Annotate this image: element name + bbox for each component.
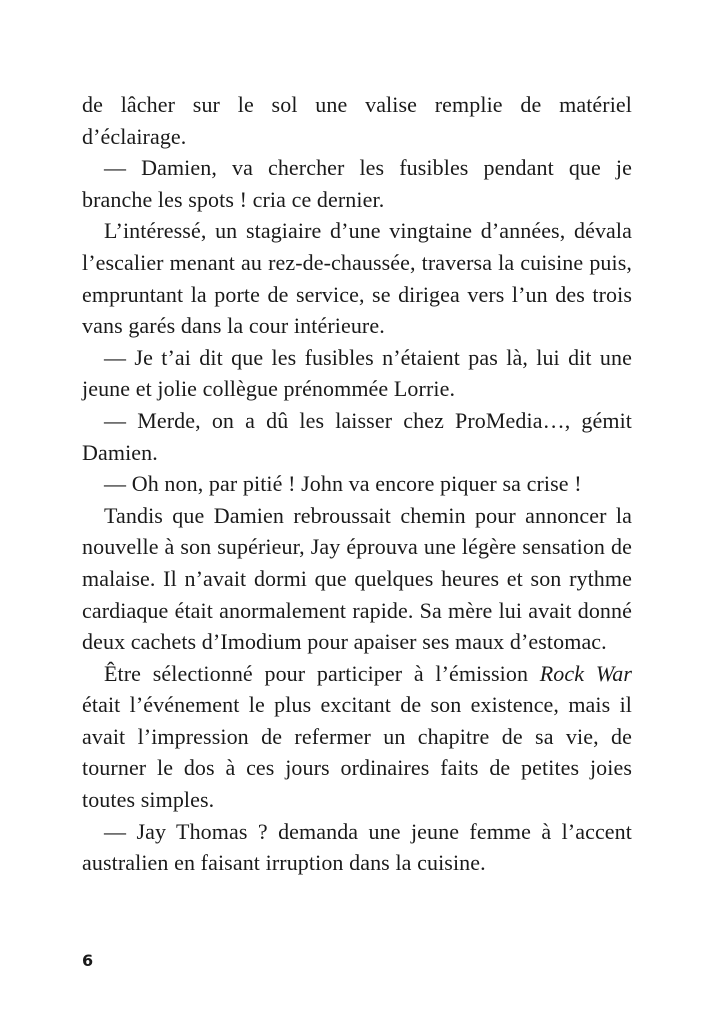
paragraph xyxy=(82,658,632,816)
paragraph: — Damien, va chercher les fusibles pendant que je branche les spots ! cria ce dernier. xyxy=(82,155,632,212)
paragraph: L’intéressé, un stagiaire d’une vingtaine d’années, dévala l’escalier menant au rez-de-chaussée, traversa la cuisine puis, empruntant la porte de service, se dirigea vers l’un des trois vans garés dans la cour intérieure. xyxy=(82,218,632,339)
show-title-italic: Rock War xyxy=(539,660,632,686)
paragraph-text: Être sélectionné pour participer à l’émission xyxy=(104,660,540,686)
paragraph: — Jay Thomas ? demanda une jeune femme à l’accent australien en faisant irruption dans la cuisine. xyxy=(82,818,632,876)
paragraph: — Merde, on a dû les laisser chez ProMedia…, gémit Damien. xyxy=(82,407,632,465)
paragraph-text: était l’événement le plus excitant de son existence, mais il avait l’impression de refermer un chapitre de sa vie, de tourner le dos à ces jours ordinaires faits de petites joies toutes simples. xyxy=(82,692,632,813)
paragraph: de lâcher sur le sol une valise remplie de matériel d’éclairage. xyxy=(82,92,632,149)
paragraph: — Oh non, par pitié ! John va encore piquer sa crise ! xyxy=(104,471,582,497)
paragraph: Tandis que Damien rebroussait chemin pour annoncer la nouvelle à son supérieur, Jay éprouva une légère sensation de malaise. Il n’avait dormi que quelques heures et son rythme cardiaque était anormalement rapide. Sa mère lui avait donné deux cachets d’Imodium pour apaiser ses maux d’estomac. xyxy=(82,502,632,655)
paragraph: — Je t’ai dit que les fusibles n’étaient pas là, lui dit une jeune et jolie collègue prénommée Lorrie. xyxy=(82,344,632,402)
body-text xyxy=(82,89,632,879)
page-number: 6 xyxy=(82,951,94,970)
